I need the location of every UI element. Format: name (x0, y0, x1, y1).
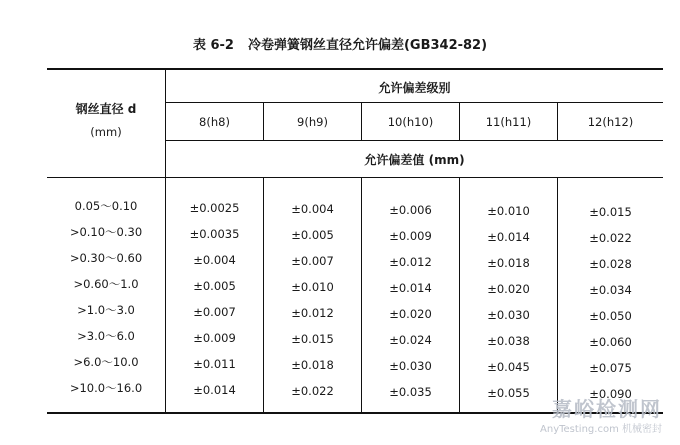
tolerance-value: ±0.010 (291, 280, 334, 294)
grade-header (264, 106, 361, 138)
tolerance-value: ±0.012 (389, 255, 432, 269)
tolerance-value: ±0.014 (487, 230, 530, 244)
diameter-range: >10.0～16.0 (69, 381, 143, 395)
tolerance-value: ±0.014 (389, 281, 432, 295)
tolerance-value: ±0.028 (589, 257, 632, 271)
tolerance-value: ±0.009 (389, 229, 432, 243)
grade-divider (166, 102, 663, 103)
diameter-range: >0.60～1.0 (73, 277, 139, 291)
watermark-tag: 机械密封 (622, 424, 662, 435)
grade-label: 9(h9) (297, 115, 328, 129)
tolerance-value: ±0.015 (291, 332, 334, 346)
tolerance-value: ±0.075 (589, 361, 632, 375)
grade-header (460, 106, 557, 138)
diameter-range: 0.05～0.10 (74, 199, 138, 213)
tolerance-value: ±0.034 (589, 283, 632, 297)
tolerance-value: ±0.007 (193, 305, 236, 319)
tolerance-value: ±0.018 (487, 256, 530, 270)
grade-header (166, 106, 263, 138)
tolerance-value: ±0.020 (389, 307, 432, 321)
diameter-range: >0.10～0.30 (69, 225, 143, 239)
tolerance-value: ±0.035 (389, 385, 432, 399)
tolerance-value: ±0.030 (389, 359, 432, 373)
tolerance-value: ±0.018 (291, 358, 334, 372)
tolerance-value: ±0.005 (291, 228, 334, 242)
value-divider (166, 140, 663, 141)
watermark-sub (540, 420, 662, 435)
grade-label: 11(h11) (485, 115, 532, 129)
diameter-header (47, 98, 165, 118)
tolerance-value: ±0.012 (291, 306, 334, 320)
value-group-label: 允许偏差值 (mm) (364, 152, 465, 167)
tolerance-value: ±0.030 (487, 308, 530, 322)
diameter-range: >1.0～3.0 (77, 303, 135, 317)
diameter-unit (47, 122, 165, 142)
watermark (540, 393, 662, 435)
grade-label: 12(h12) (587, 115, 634, 129)
table-title (0, 34, 680, 53)
tolerance-value: ±0.090 (589, 387, 632, 401)
header-bottom-border (47, 177, 663, 178)
grade-header (558, 106, 663, 138)
tolerance-value: ±0.038 (487, 334, 530, 348)
tolerance-value: ±0.024 (389, 333, 432, 347)
tolerance-value: ±0.011 (193, 357, 236, 371)
table-number: 表 6-2 (192, 38, 234, 53)
tolerance-value: ±0.022 (291, 384, 334, 398)
diameter-range: >6.0～10.0 (73, 355, 139, 369)
tolerance-value: ±0.010 (487, 204, 530, 218)
tolerance-value: ±0.0035 (189, 227, 240, 241)
grade-label: 10(h10) (387, 115, 434, 129)
tolerance-value: ±0.020 (487, 282, 530, 296)
diameter-range: >3.0～6.0 (77, 329, 135, 343)
grade-label: 8(h8) (199, 115, 230, 129)
grade-group-header (166, 74, 663, 100)
tolerance-value: ±0.0025 (189, 201, 240, 215)
diameter-unit-text: (mm) (90, 125, 122, 139)
tolerance-value: ±0.009 (193, 331, 236, 345)
tolerance-value: ±0.045 (487, 360, 530, 374)
tolerance-value: ±0.022 (589, 231, 632, 245)
tolerance-value: ±0.004 (193, 253, 236, 267)
grade-group-label: 允许偏差级别 (378, 80, 451, 95)
tolerance-value: ±0.014 (193, 383, 236, 397)
diameter-range: >0.30～0.60 (69, 251, 143, 265)
diameter-label: 钢丝直径 d (75, 101, 137, 116)
tolerance-value: ±0.060 (589, 335, 632, 349)
watermark-name: 嘉峪检测网 (552, 397, 662, 421)
tolerance-value: ±0.055 (487, 386, 530, 400)
tolerance-value: ±0.006 (389, 203, 432, 217)
tolerance-value: ±0.015 (589, 205, 632, 219)
tolerance-value: ±0.007 (291, 254, 334, 268)
tolerance-value: ±0.050 (589, 309, 632, 323)
watermark-url: AnyTesting.com (540, 424, 619, 435)
tolerance-value: ±0.004 (291, 202, 334, 216)
table-caption: 冷卷弹簧钢丝直径允许偏差(GB342-82) (247, 38, 488, 53)
table-top-border (47, 68, 663, 70)
value-group-header (166, 144, 663, 174)
grade-header (362, 106, 459, 138)
tolerance-value: ±0.005 (193, 279, 236, 293)
